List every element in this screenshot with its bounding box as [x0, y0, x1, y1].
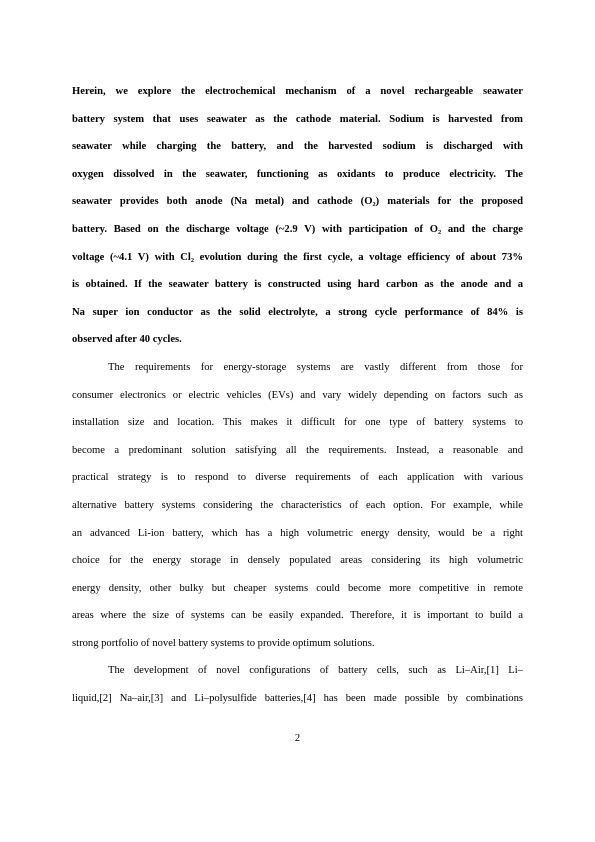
paragraph-line: consumer electronics or electric vehicles (EVs) and vary widely depending on factors such as [72, 389, 523, 401]
paragraph-line: installation size and location. This makes it difficult for one type of battery systems to [72, 417, 523, 429]
paragraph-line: alternative battery systems considering the characteristics of each option. For example, while [72, 499, 523, 511]
abstract-line: voltage (~4.1 V) with Cl₂ evolution during the first cycle, a voltage efficiency of about 73% [72, 251, 523, 263]
paragraph-line: energy density, other bulky but cheaper systems could become more competitive in remote [72, 582, 523, 594]
body-paragraph-2 [72, 661, 523, 716]
abstract-line: seawater provides both anode (Na metal) and cathode (O₂) materials for the proposed [72, 196, 523, 208]
paragraph-line: choice for the energy storage in densely populated areas considering its high volumetric [72, 555, 523, 567]
abstract-line: Na super ion conductor as the solid electrolyte, a strong cycle performance of 84% is [72, 306, 523, 318]
paragraph-line: become a predominant solution satisfying all the requirements. Instead, a reasonable and [72, 444, 523, 456]
body-paragraph-1 [72, 358, 523, 662]
abstract-line: battery system that uses seawater as the cathode material. Sodium is harvested from [72, 113, 523, 125]
page-number: 2 [294, 733, 301, 744]
abstract-line: oxygen dissolved in the seawater, functioning as oxidants to produce electricity. The [72, 168, 523, 180]
abstract-line: seawater while charging the battery, and the harvested sodium is discharged with [72, 141, 523, 153]
paragraph-line: The development of novel configurations of battery cells, such as Li–Air,[1] Li– [108, 665, 523, 677]
abstract-line: observed after 40 cycles. [72, 334, 182, 346]
paragraph-line: an advanced Li-ion battery, which has a high volumetric energy density, would be a right [72, 527, 523, 539]
abstract-line: is obtained. If the seawater battery is constructed using hard carbon as the anode and a [72, 279, 523, 291]
abstract-line: Herein, we explore the electrochemical mechanism of a novel rechargeable seawater [72, 86, 523, 97]
paragraph-line: practical strategy is to respond to diverse requirements of each application with various [72, 472, 523, 484]
abstract-paragraph [72, 82, 523, 358]
paragraph-line: areas where the size of systems can be easily expanded. Therefore, it is important to build a [72, 610, 523, 622]
paragraph-line: strong portfolio of novel battery systems to provide optimum solutions. [72, 637, 375, 649]
body-text [72, 82, 523, 717]
paragraph-line: liquid,[2] Na–air,[3] and Li–polysulfide batteries,[4] has been made possible by combinations [72, 693, 523, 705]
abstract-line: battery. Based on the discharge voltage (~2.9 V) with participation of O₂ and the charge [72, 223, 523, 235]
paragraph-line: The requirements for energy-storage systems are vastly different from those for [108, 361, 523, 373]
